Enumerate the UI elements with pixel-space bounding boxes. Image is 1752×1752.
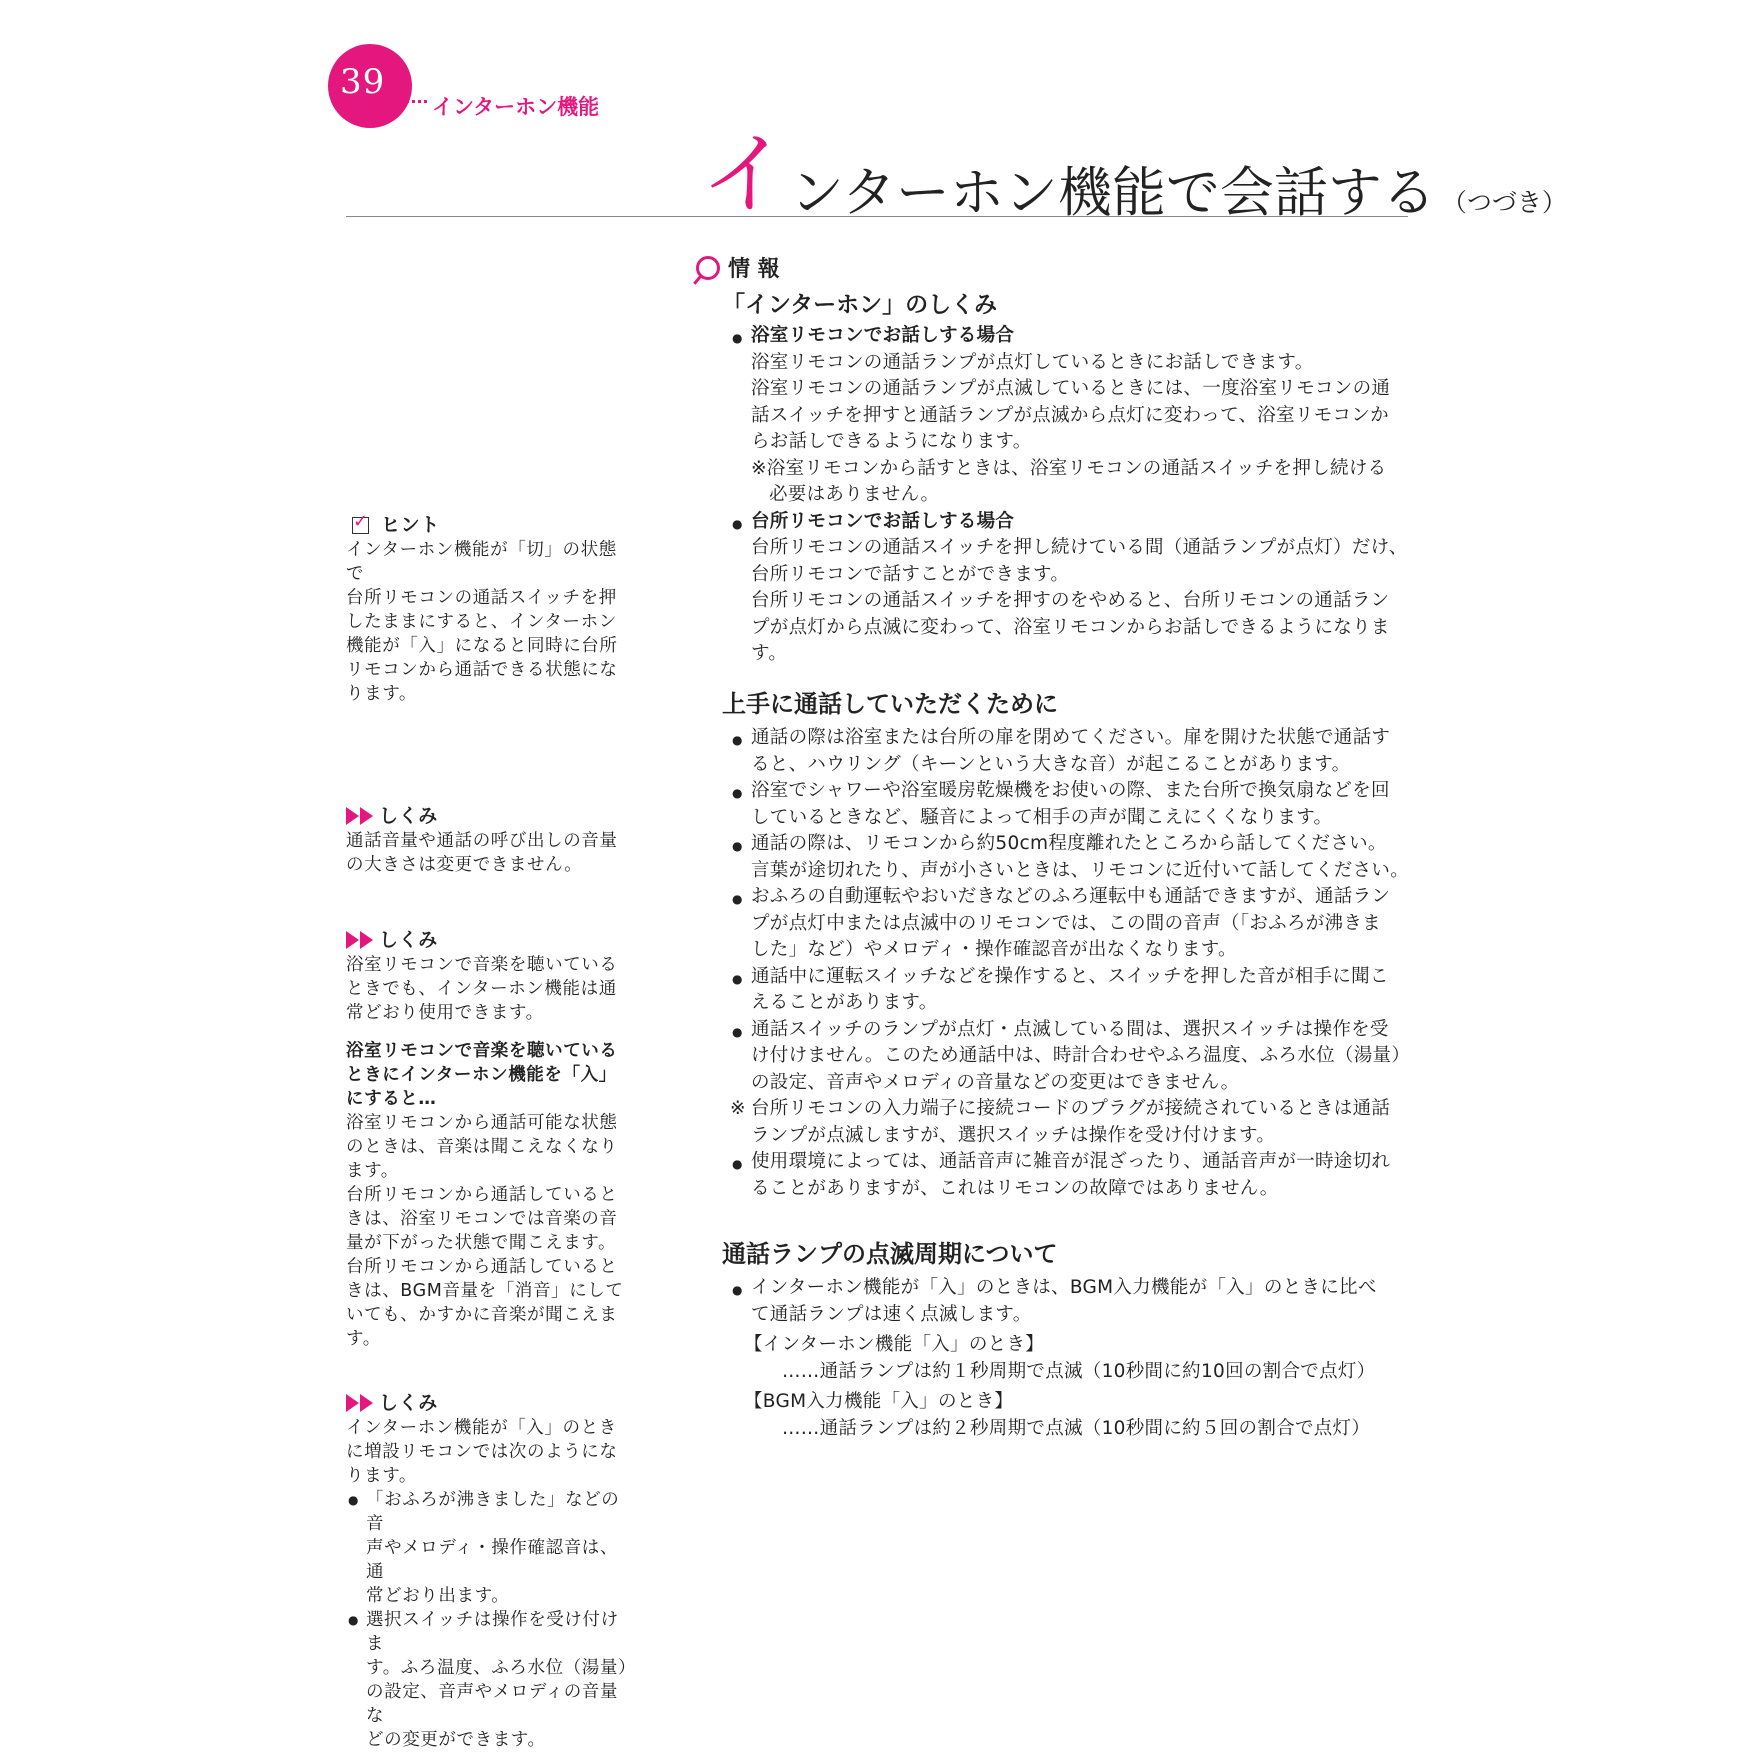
shikumi-heading (346, 1390, 634, 1416)
arrow-icon (346, 1394, 359, 1412)
checkbox-icon (352, 517, 369, 534)
title-first-char: イ (700, 122, 790, 227)
list-line: ● 「おふろが沸きました」などの音 (366, 1490, 620, 1534)
hint-line: 台所リモコンの通話スイッチを押 (346, 588, 617, 608)
list-item (732, 778, 1422, 831)
body-line: らお話しできるようになります。 (751, 431, 1032, 452)
list-item (732, 1275, 1422, 1328)
list-item (346, 1608, 637, 1752)
body-line: ランプが点滅しますが、選択スイッチは操作を受け付けます。 (751, 1124, 1276, 1146)
hint-heading-text: ヒント (381, 514, 440, 536)
shikumi-bullet-list (346, 1488, 637, 1752)
body-line: した」など）やメロディ・操作確認音が出なくなります。 (751, 939, 1237, 960)
bullet-heading: ● 浴室リモコンでお話しする場合 (732, 323, 1422, 350)
body-line: プが点灯中または点滅中のリモコンでは、この間の音声（「おふろが沸きま (751, 912, 1381, 934)
section-intercom-mechanism (722, 286, 1422, 668)
body-line: 言葉が途切れたり、声が小さいときは、リモコンに近付いて話してください。 (751, 859, 1410, 881)
info-label: 情 報 (728, 257, 780, 282)
section-label: インターホン機能 (432, 95, 600, 119)
shikumi-box-1 (346, 803, 634, 877)
hint-line: したままにすると、インターホン (346, 612, 617, 632)
body-line: ● 浴室でシャワーや浴室暖房乾燥機をお使いの際、また台所で換気扇などを回 (751, 780, 1390, 801)
hint-box (346, 512, 634, 706)
shikumi-line: ときでも、インターホン機能は通 (346, 979, 617, 999)
note-item (732, 1096, 1422, 1149)
shikumi-heading-text: しくみ (379, 1392, 438, 1414)
shikumi-line: 浴室リモコンから通話可能な状態 (346, 1113, 618, 1133)
body-line: ● 通話中に運転スイッチなどを操作すると、スイッチを押した音が相手に聞こ (751, 965, 1389, 987)
shikumi-heading-text: しくみ (379, 805, 438, 827)
mode-detail: ……通話ランプは約１秒周期で点滅（10秒間に約10回の割合で点灯） (782, 1360, 1376, 1382)
list-item (732, 884, 1422, 964)
list-line: 常どおり出ます。 (366, 1586, 510, 1606)
shikumi-line: 量が下がった状態で聞こえます。 (346, 1233, 617, 1253)
shikumi-line: の大きさは変更できません。 (346, 855, 583, 875)
body-line: プが点灯から点滅に変わって、浴室リモコンからお話しできるようになりま (751, 616, 1390, 638)
section-title: 「インターホン」のしくみ (722, 292, 998, 318)
shikumi-line: 常どおり使用できます。 (346, 1003, 544, 1023)
body-line: しているときなど、騒音によって相手の声が聞こえにくくなります。 (751, 806, 1333, 828)
body-line: す。 (751, 643, 788, 664)
shikumi-line: インターホン機能が「入」のとき (346, 1418, 617, 1438)
list-line: す。ふろ温度、ふろ水位（湯量） (366, 1658, 637, 1678)
list-line: 声やメロディ・操作確認音は、通 (366, 1538, 618, 1582)
body-line: 話スイッチを押すと通話ランプが点滅から点灯に変わって、浴室リモコンか (751, 404, 1389, 426)
title-continued: （つづき） (1441, 188, 1567, 217)
title-text: ンターホン機能で会話する (790, 161, 1436, 224)
hint-line: インターホン機能が「切」の状態で (346, 540, 617, 584)
arrow-icon (360, 807, 373, 825)
arrow-icon (360, 931, 373, 949)
section-tips (722, 684, 1422, 1202)
hint-line: ります。 (346, 684, 417, 704)
body-line: 浴室リモコンの通話ランプが点灯しているときにお話しできます。 (751, 351, 1314, 373)
shikumi-line: す。 (346, 1329, 381, 1349)
shikumi-line: 浴室リモコンで音楽を聴いている (346, 955, 618, 975)
list-item (732, 725, 1422, 778)
body-line: ● インターホン機能が「入」のときは、BGM入力機能が「入」のときに比べ (751, 1277, 1377, 1298)
body-line: ● 通話の際は浴室または台所の扉を閉めてください。扉を開けた状態で通話す (751, 727, 1391, 748)
shikumi-line: 台所リモコンから通話していると (346, 1257, 618, 1277)
shikumi-line: 通話音量や通話の呼び出しの音量 (346, 831, 618, 851)
shikumi-box-3 (346, 1390, 637, 1752)
shikumi-heading-text: しくみ (379, 929, 438, 951)
shikumi-line: のときは、音楽は聞こえなくなり (346, 1137, 618, 1157)
shikumi-bold-line: にすると… (346, 1089, 437, 1109)
body-line: ● 通話の際は、リモコンから約50cm程度離れたところから話してください。 (751, 833, 1387, 854)
hint-heading (346, 512, 634, 538)
section-title: 上手に通話していただくために (722, 690, 1058, 718)
body-line: 浴室リモコンの通話ランプが点滅しているときには、一度浴室リモコンの通 (751, 378, 1391, 399)
arrow-icon (346, 931, 359, 949)
section-title: 通話ランプの点滅周期について (722, 1240, 1058, 1268)
list-line: の設定、音声やメロディの音量な (366, 1682, 618, 1726)
page-title (700, 122, 1567, 227)
body-line: ● 通話スイッチのランプが点灯・点滅している間は、選択スイッチは操作を受 (751, 1018, 1389, 1040)
body-line: えることがあります。 (751, 992, 938, 1013)
shikumi-heading (346, 803, 634, 829)
list-item (732, 964, 1422, 1017)
arrow-icon (346, 807, 359, 825)
list-item (346, 1488, 634, 1608)
section-lamp-cycle (722, 1234, 1422, 1442)
shikumi-bold-line: 浴室リモコンで音楽を聴いている (346, 1041, 618, 1061)
body-line: 台所リモコンの通話スイッチを押し続けている間（通話ランプが点灯）だけ、 (751, 537, 1408, 558)
list-item (732, 1149, 1422, 1202)
shikumi-heading (346, 927, 634, 953)
note-line: 必要はありません。 (769, 484, 940, 505)
shikumi-line: きは、BGM音量を「消音」にして (346, 1281, 624, 1301)
magnifier-icon (696, 256, 720, 280)
body-line: て通話ランプは速く点滅します。 (751, 1303, 1032, 1325)
body-line: 台所リモコンで話すことができます。 (751, 563, 1070, 585)
page-number: 39 (340, 62, 386, 102)
body-line: ることがありますが、これはリモコンの故障ではありません。 (751, 1177, 1279, 1199)
arrow-icon (360, 1394, 373, 1412)
body-line: ※ 台所リモコンの入力端子に接続コードのプラグが接続されているときは通話 (751, 1098, 1391, 1119)
shikumi-line: きは、浴室リモコンでは音楽の音 (346, 1209, 618, 1229)
hint-line: リモコンから通話できる状態にな (346, 660, 618, 680)
title-rule (346, 216, 1408, 217)
list-line: どの変更ができます。 (366, 1730, 546, 1750)
shikumi-line: に増設リモコンでは次のようにな (346, 1442, 618, 1462)
info-heading (696, 252, 780, 283)
hint-line: 機能が「入」になると同時に台所 (346, 636, 618, 656)
list-item (732, 831, 1422, 884)
mode-detail: ……通話ランプは約２秒周期で点滅（10秒間に約５回の割合で点灯） (782, 1417, 1371, 1439)
body-line: ● 使用環境によっては、通話音声に雑音が混ざったり、通話音声が一時途切れ (751, 1151, 1391, 1172)
shikumi-line: ます。 (346, 1161, 399, 1181)
shikumi-bold-line: ときにインターホン機能を「入」 (346, 1065, 617, 1085)
body-line: け付けません。このため通話中は、時計合わせやふろ温度、ふろ水位（湯量） (751, 1045, 1411, 1066)
note-line: ※浴室リモコンから話すときは、浴室リモコンの通話スイッチを押し続ける (751, 457, 1387, 479)
shikumi-box-2 (346, 927, 634, 1351)
shikumi-line: 台所リモコンから通話していると (346, 1185, 618, 1205)
body-line: ● おふろの自動運転やおいだきなどのふろ運転中も通話できますが、通話ラン (751, 886, 1391, 907)
bullet-heading: ● 台所リモコンでお話しする場合 (732, 509, 1422, 536)
body-line: の設定、音声やメロディの音量などの変更はできません。 (751, 1071, 1240, 1093)
list-item (732, 1017, 1422, 1097)
mode-label: 【インターホン機能「入」のとき】 (744, 1334, 1045, 1355)
shikumi-line: ります。 (346, 1466, 417, 1486)
mode-label: 【BGM入力機能「入」のとき】 (744, 1391, 1014, 1412)
leader-dots (371, 100, 427, 103)
shikumi-line: いても、かすかに音楽が聞こえま (346, 1305, 618, 1325)
body-line: ると、ハウリング（キーンという大きな音）が起こることがあります。 (751, 753, 1351, 775)
list-line: ● 選択スイッチは操作を受け付けま (366, 1610, 619, 1654)
body-line: 台所リモコンの通話スイッチを押すのをやめると、台所リモコンの通話ラン (751, 590, 1390, 611)
